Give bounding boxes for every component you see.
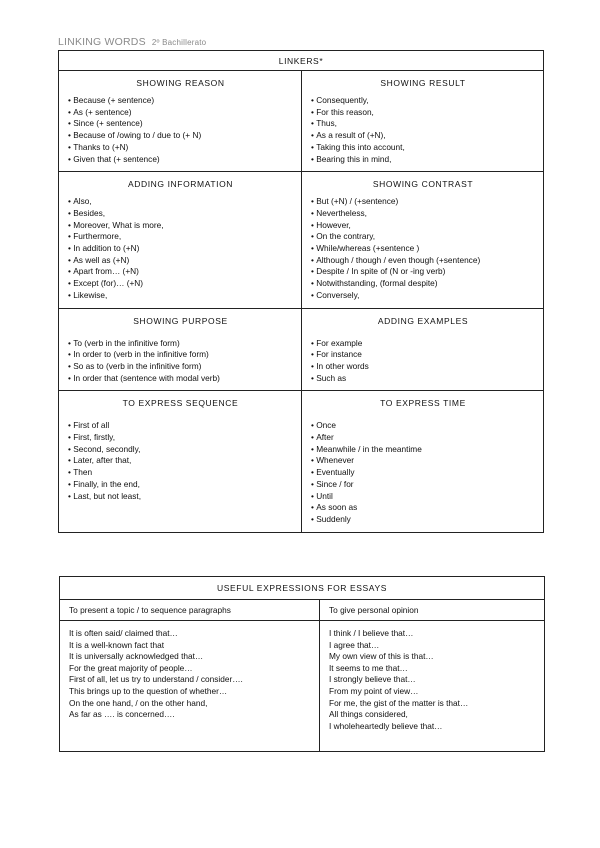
expression-line: My own view of this is that…: [329, 651, 434, 662]
section-heading: SHOWING RESULT: [380, 78, 466, 88]
list-item: • Then: [68, 467, 293, 479]
linkers-row-3: [59, 308, 544, 391]
linkers-title: LINKERS*: [59, 51, 544, 71]
list-item: • After: [311, 432, 535, 444]
section-heading: TO EXPRESS TIME: [380, 398, 466, 409]
linkers-row-2: [59, 172, 544, 308]
expression-line: I think / I believe that…: [329, 628, 414, 638]
list-item: • Eventually: [311, 467, 535, 479]
essays-left-column: [60, 621, 320, 752]
section-heading: SHOWING PURPOSE: [133, 315, 228, 326]
list-item: • Thanks to (+N): [68, 142, 293, 154]
linkers-row-4: [59, 391, 544, 532]
line-list: [69, 628, 311, 721]
expression-line: For me, the gist of the matter is that…: [329, 697, 469, 708]
document-title: LINKING WORDS: [58, 36, 146, 48]
list-item: • For example: [311, 338, 535, 350]
list-item: • Despite / In spite of (N or -ing verb): [311, 266, 535, 278]
list-item: • Bearing this in mind,: [311, 154, 535, 166]
list-item: • Except (for)… (+N): [68, 278, 293, 290]
list-item: • Since (+ sentence): [68, 118, 293, 130]
list-item: • As well as (+N): [68, 255, 293, 267]
item-list: [311, 196, 535, 301]
section-adding-information: [59, 172, 302, 308]
list-item: • First, firstly,: [68, 432, 293, 444]
essays-table: [59, 576, 545, 752]
list-item: • Consequently,: [311, 95, 535, 107]
item-list: [311, 420, 535, 525]
list-item: • Notwithstanding, (formal despite): [311, 278, 535, 290]
expression-line: For the great majority of people…: [69, 662, 193, 673]
list-item: • Until: [311, 491, 535, 503]
list-item: • Likewise,: [68, 290, 293, 302]
section-heading: TO EXPRESS SEQUENCE: [122, 398, 239, 409]
item-list: [311, 338, 535, 385]
item-list: [68, 95, 293, 165]
list-item: • Meanwhile / in the meantime: [311, 444, 535, 456]
list-item: • In order that (sentence with modal verb): [68, 373, 293, 385]
essays-title: USEFUL EXPRESSIONS FOR ESSAYS: [60, 577, 545, 600]
expression-line: First of all, let us try to understand / consider….: [69, 674, 243, 685]
list-item: • However,: [311, 220, 535, 232]
section-showing-contrast: [302, 172, 544, 308]
list-item: • As a result of (+N),: [311, 130, 535, 142]
expression-line: It is universally acknowledged that…: [69, 651, 204, 662]
list-item: • Also,: [68, 196, 293, 208]
list-item: • Although / though / even though (+sentence): [311, 255, 535, 267]
essays-right-column: [320, 621, 545, 752]
document-header: [58, 36, 206, 48]
expression-line: On the one hand, / on the other hand,: [69, 697, 208, 708]
list-item: • Moreover, What is more,: [68, 220, 293, 232]
list-item: • Because of /owing to / due to (+ N): [68, 130, 293, 142]
essays-left-heading: To present a topic / to sequence paragraphs: [60, 600, 320, 621]
expression-line: I strongly believe that…: [329, 674, 416, 685]
list-item: • So as to (verb in the infinitive form): [68, 361, 293, 373]
expression-line: All things considered,: [329, 709, 408, 720]
expression-line: This brings up to the question of whether…: [69, 685, 228, 696]
list-item: • Since / for: [311, 479, 535, 491]
section-showing-reason: [59, 71, 302, 172]
list-item: • First of all: [68, 420, 293, 432]
essays-right-heading: To give personal opinion: [320, 600, 545, 621]
list-item: • Thus,: [311, 118, 535, 130]
linkers-table: [58, 50, 544, 533]
list-item: • Last, but not least,: [68, 491, 293, 503]
expression-line: I wholeheartedly believe that…: [329, 720, 443, 731]
line-list: [329, 628, 536, 732]
list-item: • Nevertheless,: [311, 208, 535, 220]
expression-line: It is often said/ claimed that…: [69, 628, 178, 638]
list-item: • Later, after that,: [68, 455, 293, 467]
list-item: • On the contrary,: [311, 231, 535, 243]
list-item: • To (verb in the infinitive form): [68, 338, 293, 350]
list-item: • Taking this into account,: [311, 142, 535, 154]
item-list: [68, 420, 293, 502]
list-item: • Suddenly: [311, 514, 535, 526]
section-heading: SHOWING CONTRAST: [372, 179, 474, 190]
list-item: • Because (+ sentence): [68, 95, 293, 107]
section-showing-purpose: [59, 308, 302, 391]
list-item: • Apart from… (+N): [68, 266, 293, 278]
section-heading: ADDING INFORMATION: [127, 179, 234, 190]
list-item: • As soon as: [311, 502, 535, 514]
linkers-row-1: [59, 71, 544, 172]
expression-line: It seems to me that…: [329, 662, 408, 673]
expression-line: I agree that…: [329, 639, 380, 650]
list-item: • In addition to (+N): [68, 243, 293, 255]
list-item: • For instance: [311, 349, 535, 361]
list-item: • But (+N) / (+sentence): [311, 196, 535, 208]
list-item: • Once: [311, 420, 535, 432]
item-list: [68, 338, 293, 385]
expression-line: From my point of view…: [329, 685, 419, 696]
item-list: [311, 95, 535, 165]
section-adding-examples: [302, 308, 544, 391]
section-showing-result: [302, 71, 544, 172]
list-item: • Such as: [311, 373, 535, 385]
list-item: • Second, secondly,: [68, 444, 293, 456]
expression-line: As far as …. is concerned….: [69, 709, 175, 720]
list-item: • For this reason,: [311, 107, 535, 119]
list-item: • Whenever: [311, 455, 535, 467]
list-item: • Furthermore,: [68, 231, 293, 243]
expression-line: It is a well-known fact that: [69, 639, 164, 650]
list-item: • Conversely,: [311, 290, 535, 302]
document-subtitle: 2º Bachillerato: [151, 38, 207, 47]
list-item: • In other words: [311, 361, 535, 373]
list-item: • As (+ sentence): [68, 107, 293, 119]
section-heading: SHOWING REASON: [136, 78, 225, 88]
section-express-sequence: [59, 391, 302, 532]
item-list: [68, 196, 293, 301]
list-item: • Finally, in the end,: [68, 479, 293, 491]
list-item: • Besides,: [68, 208, 293, 220]
list-item: • In order to (verb in the infinitive form): [68, 349, 293, 361]
section-heading: ADDING EXAMPLES: [377, 315, 469, 326]
section-express-time: [302, 391, 544, 532]
list-item: • Given that (+ sentence): [68, 154, 293, 166]
list-item: • While/whereas (+sentence ): [311, 243, 535, 255]
